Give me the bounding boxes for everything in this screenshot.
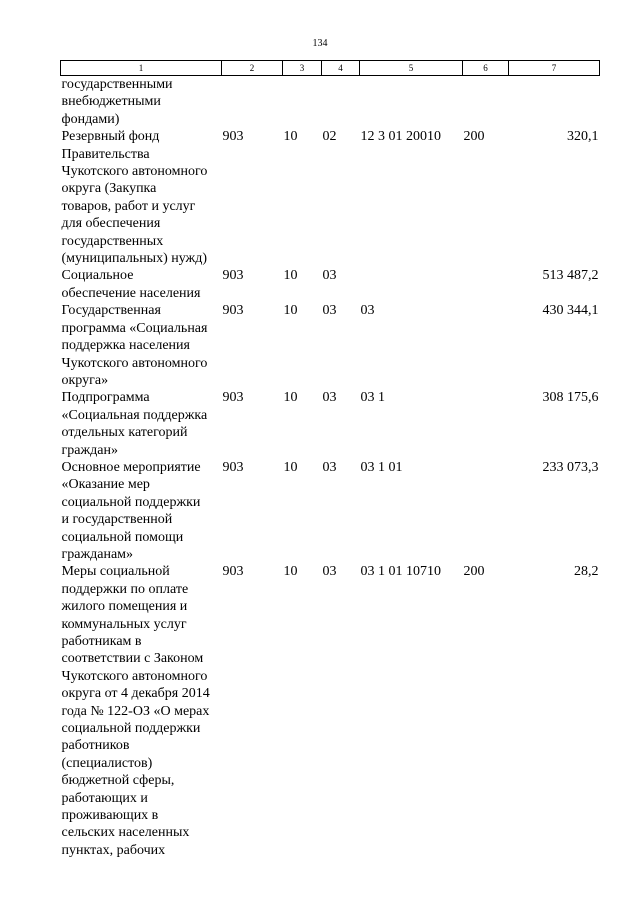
section-cell: 10 [283, 303, 298, 319]
row-name-line: округа (Закупка [61, 181, 157, 197]
section-cell: 10 [283, 268, 298, 284]
row-name-line: Подпрограмма [61, 390, 150, 406]
row-name-line: округа» [61, 372, 109, 388]
amount-cell: 308 175,6 [542, 390, 599, 406]
page-number: 134 [312, 38, 328, 49]
admin-code-cell: 903 [222, 459, 244, 475]
table-row [61, 563, 600, 859]
row-name-line: социальной поддержки [61, 494, 201, 510]
subsection-cell: 03 [322, 268, 337, 284]
row-name-line: работникам в [61, 634, 142, 649]
row-name-line: граждан» [61, 442, 118, 458]
row-name-line: Резервный фонд [61, 129, 160, 145]
admin-code-cell: 903 [222, 303, 244, 319]
amount-cell: 28,2 [574, 564, 599, 580]
table-row [61, 389, 600, 459]
row-name-line: социальной помощи [61, 529, 184, 545]
target-article-cell: 03 1 [360, 390, 385, 406]
subsection-cell: 03 [322, 459, 337, 475]
section-cell: 10 [283, 129, 298, 145]
expense-type-cell: 200 [463, 564, 485, 580]
row-name-line: проживающих в [61, 808, 159, 824]
target-article-cell: 12 3 01 20010 [360, 129, 441, 145]
row-name-line: Социальное [61, 268, 134, 284]
subsection-cell [322, 76, 360, 129]
table-row [61, 459, 600, 563]
expense-type-cell [463, 76, 509, 129]
row-name-line: Правительства [61, 146, 150, 162]
expense-type-cell [463, 459, 509, 563]
row-name-line: Чукотского автономного [61, 668, 208, 684]
row-name-line: бюджетной сферы, [61, 773, 175, 789]
subsection-cell: 03 [322, 390, 337, 406]
row-name-cell [61, 267, 222, 302]
target-article-cell [360, 76, 463, 129]
column-header: 1 [61, 61, 222, 76]
amount-cell: 430 344,1 [542, 303, 599, 319]
row-name-cell [61, 128, 222, 267]
column-number-header-row [61, 61, 600, 76]
subsection-cell: 03 [322, 564, 337, 580]
target-article-cell: 03 1 01 10710 [360, 564, 441, 580]
admin-code-cell: 903 [222, 564, 244, 580]
section-cell: 10 [283, 564, 298, 580]
section-cell: 10 [283, 390, 298, 406]
row-name-line: гражданам» [61, 546, 134, 562]
table-row [61, 76, 600, 129]
row-name-line: (специалистов) [61, 755, 153, 771]
section-cell: 10 [283, 459, 298, 475]
subsection-cell: 02 [322, 129, 337, 145]
column-header: 2 [222, 61, 283, 76]
admin-code-cell: 903 [222, 390, 244, 406]
table-row [61, 302, 600, 389]
expense-type-cell [463, 267, 509, 302]
row-name-line: работников [61, 738, 130, 754]
row-name-line: жилого помещения и [61, 599, 188, 615]
row-name-line: «Оказание мер [61, 477, 150, 493]
column-header: 4 [322, 61, 360, 76]
row-name-line: работающих и [61, 790, 148, 806]
row-name-line: соответствии с Законом [61, 651, 204, 667]
row-name-line: «Социальная поддержка [61, 407, 208, 423]
target-article-cell: 03 1 01 [360, 459, 403, 475]
amount-cell: 513 487,2 [542, 268, 599, 284]
row-name-line: Чукотского автономного [61, 164, 208, 180]
row-name-line: социальной поддержки [61, 721, 201, 737]
column-header: 7 [509, 61, 600, 76]
row-name-line: обеспечение населения [61, 285, 201, 301]
expense-type-cell [463, 389, 509, 459]
row-name-line: отдельных категорий [61, 425, 188, 441]
row-name-line: внебюджетными [61, 94, 161, 110]
row-name-line: для обеспечения [61, 216, 161, 232]
column-header: 5 [360, 61, 463, 76]
row-name-line: государственными [61, 77, 173, 92]
section-cell [283, 76, 322, 129]
row-name-line: сельских населенных [61, 825, 190, 841]
amount-cell: 233 073,3 [542, 459, 599, 475]
column-header: 3 [283, 61, 322, 76]
subsection-cell: 03 [322, 303, 337, 319]
row-name-line: и государственной [61, 512, 173, 528]
expense-type-cell: 200 [463, 129, 485, 145]
column-header: 6 [463, 61, 509, 76]
row-name-line: коммунальных услуг [61, 616, 187, 632]
row-name-line: пунктах, рабочих [61, 842, 166, 858]
expense-type-cell [463, 302, 509, 389]
amount-cell [509, 76, 600, 129]
row-name-line: программа «Социальная [61, 320, 208, 336]
target-article-cell: 03 [360, 303, 375, 319]
row-name-line: поддержка населения [61, 338, 190, 354]
table-row [61, 267, 600, 302]
budget-table [60, 60, 600, 859]
row-name-line: года № 122-ОЗ «О мерах [61, 703, 210, 719]
table-row [61, 128, 600, 267]
row-name-cell [61, 302, 222, 389]
admin-code-cell [222, 76, 283, 129]
row-name-line: Меры социальной [61, 564, 170, 580]
row-name-cell [61, 563, 222, 859]
row-name-line: государственных [61, 233, 164, 249]
row-name-line: (муниципальных) нужд) [61, 251, 208, 267]
row-name-line: товаров, работ и услуг [61, 198, 196, 214]
row-name-line: фондами) [61, 111, 120, 127]
admin-code-cell: 903 [222, 268, 244, 284]
admin-code-cell: 903 [222, 129, 244, 145]
row-name-line: Основное мероприятие [61, 459, 201, 475]
row-name-line: Чукотского автономного [61, 355, 208, 371]
target-article-cell [360, 267, 463, 302]
row-name-cell [61, 76, 222, 129]
row-name-line: поддержки по оплате [61, 581, 189, 597]
amount-cell: 320,1 [567, 129, 599, 145]
row-name-cell [61, 389, 222, 459]
row-name-line: округа от 4 декабря 2014 [61, 686, 210, 702]
row-name-cell [61, 459, 222, 563]
row-name-line: Государственная [61, 303, 161, 319]
